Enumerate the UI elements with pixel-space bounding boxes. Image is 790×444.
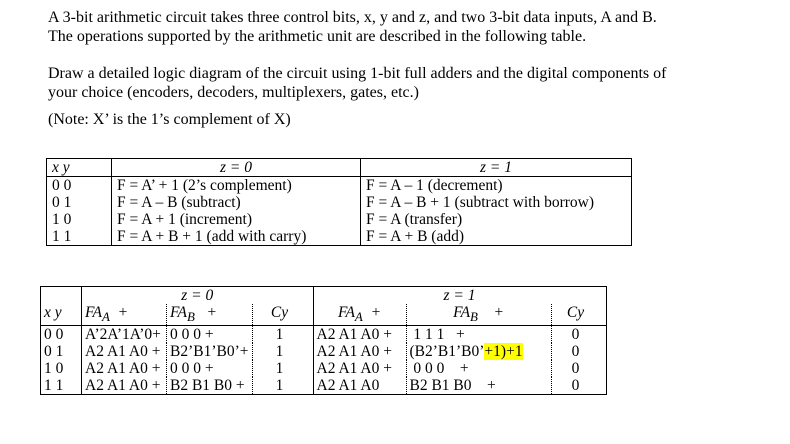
header-fa-b-z0: $FA_B$ + <box>167 304 253 326</box>
cell-xy: 0 1 <box>47 194 112 211</box>
intro-line-2: The operations supported by the arithmetic unit are described in the following table. <box>48 28 587 45</box>
cell-xy: 1 1 <box>41 377 82 395</box>
header-cy-z1: Cy <box>551 304 600 326</box>
cell-xy: 1 1 <box>47 228 112 246</box>
cell-fa-a-z0: A2 A1 A0 + <box>82 360 167 377</box>
cell-fa-a-z0: A2 A1 A0 + <box>82 343 167 360</box>
cell-z0: F = A’ + 1 (2’s complement) <box>112 177 361 195</box>
zone-z0-label: z = 0 <box>82 287 314 305</box>
cell-xy: 0 0 <box>41 326 82 344</box>
header-z1: z = 1 <box>361 159 632 177</box>
intro-line-1: A 3-bit arithmetic circuit takes three control bits, x, y and z, and two 3-bit data inputs, A and B. <box>48 9 657 26</box>
header-fa-a-z0: $FA_A$ + <box>82 304 167 326</box>
cell-xy: 1 0 <box>41 360 82 377</box>
cell-fa-a-z0: A2 A1 A0 + <box>82 377 167 395</box>
cell-cy-z0: 1 <box>275 360 284 378</box>
header-xy: x y <box>47 159 112 177</box>
cell-cy-z1: 0 <box>571 326 580 344</box>
adder-table-header <box>41 304 607 326</box>
cell-fa-b-z1: B2 B1 B0 + <box>406 377 551 395</box>
cell-fa-a-z1: A2 A1 A0 + <box>313 360 406 377</box>
zone-z1-label: z = 1 <box>313 287 606 305</box>
cell-cy-z1: 0 <box>571 360 580 378</box>
table-row <box>47 177 632 195</box>
cell-fa-b-z0: 0 0 0 + <box>167 360 253 377</box>
intro-line-3: Draw a detailed logic diagram of the circuit using 1-bit full adders and the digital components of <box>48 65 667 82</box>
header-cy-z0: Cy <box>252 304 307 326</box>
cell-fa-b-z0: 0 0 0 + <box>167 326 253 344</box>
highlighted-borrow-term: +1)+1 <box>484 343 523 361</box>
table-row <box>47 194 632 211</box>
cell-cy-z0: 1 <box>275 326 284 344</box>
cell-fa-b-z0: B2 B1 B0 + <box>167 377 253 395</box>
cell-z0: F = A + 1 (increment) <box>112 211 361 228</box>
cell-fa-b-z1: (B2’B1’B0’+1)+1 <box>406 343 551 360</box>
cell-cy-z0: 1 <box>275 343 284 361</box>
cell-fa-a-z1: A2 A1 A0 <box>313 377 406 395</box>
cell-cy-z0: 1 <box>252 377 307 395</box>
cell-z0: F = A – B (subtract) <box>112 194 361 211</box>
cell-z1: F = A – 1 (decrement) <box>361 177 632 195</box>
cell-z1: F = A – B + 1 (subtract with borrow) <box>361 194 632 211</box>
header-fa-a-z1: $FA_A$ + <box>313 304 406 326</box>
cell-cy-z1: 0 <box>551 377 600 395</box>
intro-line-5: (Note: X’ is the 1’s complement of X) <box>48 111 291 128</box>
cell-fa-b-z0: B2’B1’B0’+ <box>167 343 253 360</box>
cell-fa-a-z1: A2 A1 A0 + <box>313 343 406 360</box>
operations-table <box>46 158 632 246</box>
cell-fa-a-z1: A2 A1 A0 + <box>313 326 406 344</box>
cell-fa-a-z0: A’2A’1A’0+ <box>82 326 167 344</box>
intro-paragraph-1 <box>48 8 657 46</box>
table-row <box>47 211 632 228</box>
intro-line-4: your choice (encoders, decoders, multiplexers, gates, etc.) <box>48 84 419 101</box>
intro-paragraph-2 <box>48 64 666 102</box>
cell-fa-b-z1: 1 1 1 + <box>406 326 551 344</box>
table-row <box>47 228 632 246</box>
cell-xy: 1 0 <box>47 211 112 228</box>
cell-cy-z1: 0 <box>571 343 580 361</box>
header-xy: x y <box>41 304 82 326</box>
cell-z1: F = A + B (add) <box>361 228 632 246</box>
table-row <box>41 360 607 377</box>
table-row <box>41 326 607 344</box>
operations-table-header <box>47 159 632 177</box>
adder-table-zrow <box>41 287 607 305</box>
cell-z1: F = A (transfer) <box>361 211 632 228</box>
adder-inputs-table <box>40 286 607 395</box>
table-row <box>41 343 607 360</box>
cell-xy: 0 1 <box>41 343 82 360</box>
header-z0: z = 0 <box>112 159 361 177</box>
header-fa-b-z1: $FA_B$ + <box>406 304 551 326</box>
cell-fa-b-z1: 0 0 0 + <box>406 360 551 377</box>
cell-xy: 0 0 <box>47 177 112 195</box>
table-row <box>41 377 607 395</box>
cell-z0: F = A + B + 1 (add with carry) <box>112 228 361 246</box>
intro-note <box>48 110 291 129</box>
